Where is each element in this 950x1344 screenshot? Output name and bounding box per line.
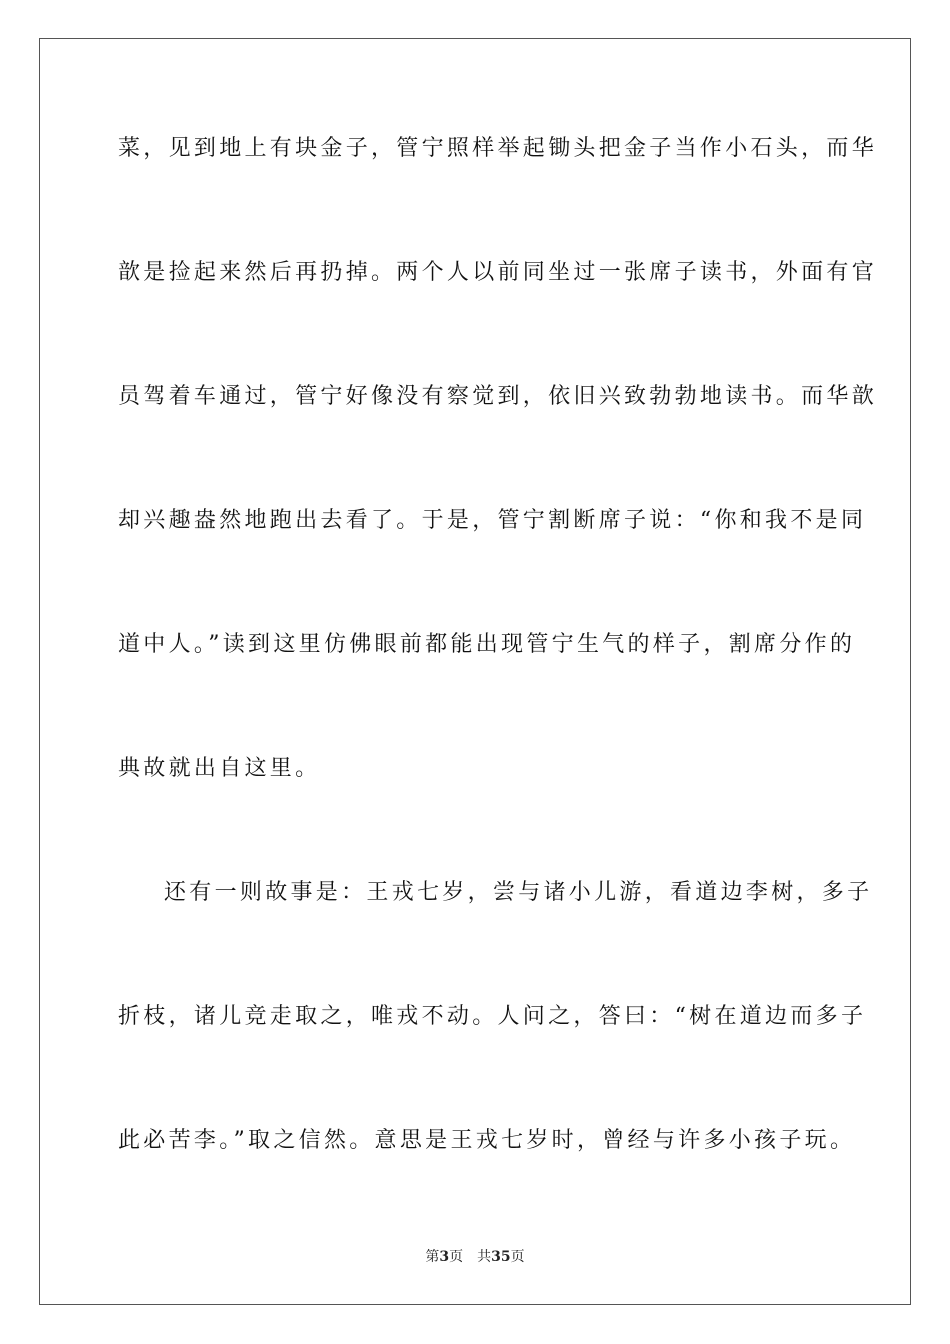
total-pages: 35 bbox=[491, 1249, 511, 1265]
text-line-7-paragraph-start: 还有一则故事是：王戎七岁，尝与诸小儿游，看道边李树，多子 bbox=[164, 880, 873, 905]
text-line-2: 歆是捡起来然后再扔掉。两个人以前同坐过一张席子读书，外面有官 bbox=[118, 260, 878, 285]
page-prefix: 第 bbox=[425, 1249, 440, 1265]
page-border bbox=[39, 38, 911, 1305]
page-number: 3 bbox=[439, 1249, 450, 1265]
text-line-1: 菜，见到地上有块金子，管宁照样举起锄头把金子当作小石头，而华 bbox=[118, 136, 878, 161]
text-line-3: 员驾着车通过，管宁好像没有察觉到，依旧兴致勃勃地读书。而华歆 bbox=[118, 384, 878, 409]
text-line-8: 折枝，诸儿竞走取之，唯戎不动。人问之，答曰：“树在道边而多子 bbox=[118, 1004, 867, 1029]
total-prefix: 共 bbox=[477, 1249, 492, 1265]
page-suffix: 页 bbox=[449, 1249, 464, 1265]
text-line-6: 典故就出自这里。 bbox=[118, 756, 321, 781]
total-suffix: 页 bbox=[510, 1249, 525, 1265]
page-footer bbox=[0, 1248, 950, 1266]
text-line-4: 却兴趣盎然地跑出去看了。于是，管宁割断席子说：“你和我不是同 bbox=[118, 508, 867, 533]
text-line-5: 道中人。”读到这里仿佛眼前都能出现管宁生气的样子，割席分作的 bbox=[118, 632, 856, 657]
text-line-9: 此必苦李。”取之信然。意思是王戎七岁时，曾经与许多小孩子玩。 bbox=[118, 1128, 856, 1153]
